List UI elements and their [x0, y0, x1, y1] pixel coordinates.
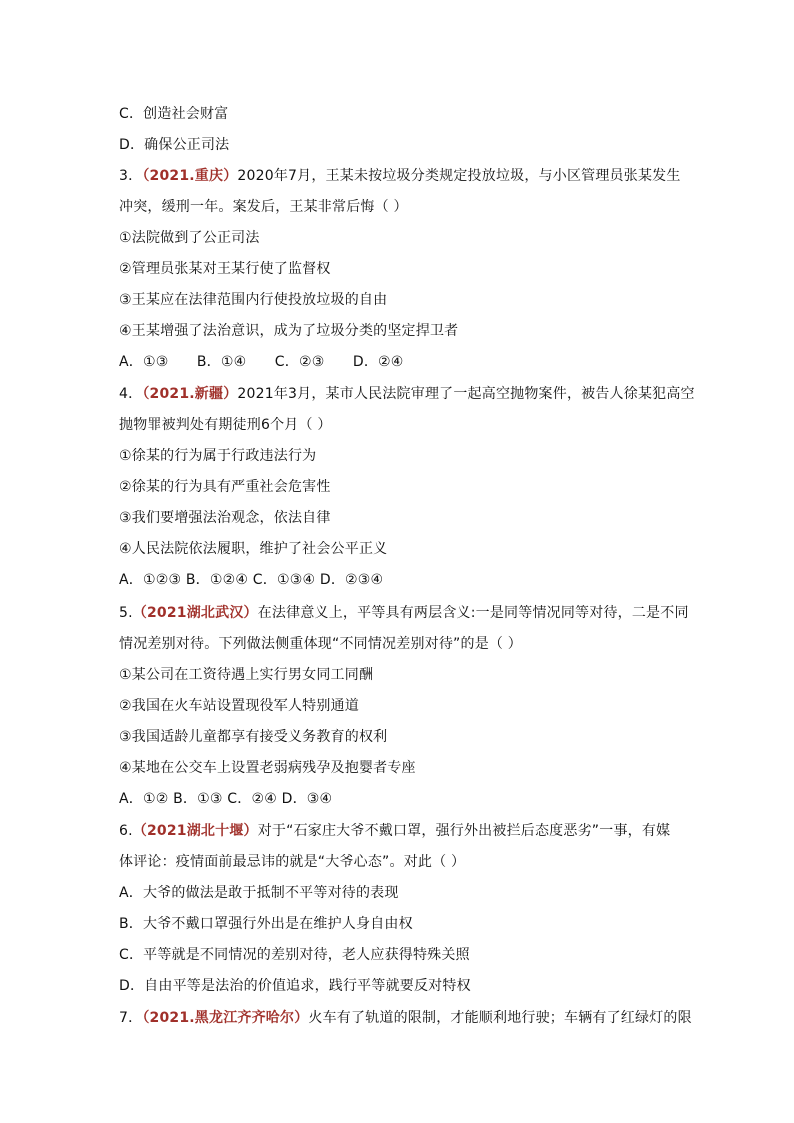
question-6-stem-line-1: [119, 821, 670, 841]
question-5-number: 5.: [119, 605, 133, 621]
question-3-text: 2020年7月，王某未按垃圾分类规定投放垃圾，与小区管理员张某发生: [237, 168, 681, 184]
question-4-stem-line-1: [119, 384, 695, 404]
question-4-source-tag: （2021.新疆）: [142, 386, 238, 402]
question-6-option-c: C．平等就是不同情况的差别对待，老人应获得特殊关照: [119, 947, 470, 963]
question-7-number: 7．: [119, 1010, 143, 1026]
question-4-statement-1: ①徐某的行为属于行政违法行为: [119, 448, 317, 464]
question-6-option-a: A．大爷的做法是敢于抵制不平等对待的表现: [119, 885, 399, 901]
question-4-statement-3: ③我们要增强法治观念，依法自律: [119, 510, 331, 526]
question-4-text: 2021年3月，某市人民法院审理了一起高空抛物案件，被告人徐某犯高空: [237, 386, 695, 402]
question-6-number: 6.: [119, 823, 133, 839]
option-d-line: D．确保公正司法: [119, 137, 230, 153]
question-3-statement-4: ④王某增强了法治意识，成为了垃圾分类的坚定捍卫者: [119, 323, 459, 339]
question-6-option-d: D．自由平等是法治的价值追求，践行平等就要反对特权: [119, 978, 471, 994]
question-4-answer-choices: A．①②③ B．①②④ C．①③④ D．②③④: [119, 572, 384, 588]
question-5-statement-4: ④某地在公交车上设置老弱病残孕及抱婴者专座: [119, 760, 416, 776]
question-5-text: 在法律意义上，平等具有两层含义:一是同等情况同等对待，二是不同: [257, 605, 689, 621]
question-5-stem-line-1: [119, 603, 689, 623]
question-5-source-tag: （2021湖北武汉）: [132, 605, 258, 621]
question-3-statement-1: ①法院做到了公正司法: [119, 230, 260, 246]
question-4-stem-line-2: 抛物罪被判处有期徒刑6个月（ ）: [119, 417, 332, 433]
question-6-source-tag: （2021湖北十堰）: [132, 823, 258, 839]
question-6-text: 对于“石家庄大爷不戴口罩，强行外出被拦后态度恶劣”一事，有媒: [257, 823, 671, 839]
question-5-stem-line-2: 情况差别对待。下列做法侧重体现“不同情况差别对待”的是（ ）: [119, 636, 522, 652]
question-3-statement-2: ②管理员张某对王某行使了监督权: [119, 261, 331, 277]
question-4-number: 4．: [119, 386, 143, 402]
question-4-statement-2: ②徐某的行为具有严重社会危害性: [119, 479, 331, 495]
question-7-stem-line-1: [119, 1008, 692, 1028]
question-4-statement-4: ④人民法院依法履职，维护了社会公平正义: [119, 541, 388, 557]
question-5-statement-2: ②我国在火车站设置现役军人特别通道: [119, 698, 359, 714]
question-3-statement-3: ③王某应在法律范围内行使投放垃圾的自由: [119, 292, 388, 308]
question-3-number: 3．: [119, 168, 143, 184]
question-7-source-tag: （2021.黑龙江齐齐哈尔）: [142, 1010, 309, 1026]
question-7-text: 火车有了轨道的限制，才能顺利地行驶；车辆有了红绿灯的限: [308, 1010, 692, 1026]
question-6-stem-line-2: 体评论：疫情面前最忌讳的就是“大爷心态”。对此（ ）: [119, 854, 466, 870]
question-3-source-tag: （2021.重庆）: [142, 168, 238, 184]
question-6-option-b: B．大爷不戴口罩强行外出是在维护人身自由权: [119, 916, 413, 932]
question-5-answer-choices: A．①② B．①③ C．②④ D．③④: [119, 791, 333, 807]
question-3-stem-line-1: [119, 166, 681, 186]
question-3-answer-choices: A．①③ B．①④ C．②③ D．②④: [119, 354, 404, 370]
question-3-stem-line-2: 冲突，缓刑一年。案发后，王某非常后悔（ ）: [119, 199, 408, 215]
question-5-statement-1: ①某公司在工资待遇上实行男女同工同酬: [119, 667, 374, 683]
question-5-statement-3: ③我国适龄儿童都享有接受义务教育的权利: [119, 729, 388, 745]
option-c-line: C．创造社会财富: [119, 106, 229, 122]
